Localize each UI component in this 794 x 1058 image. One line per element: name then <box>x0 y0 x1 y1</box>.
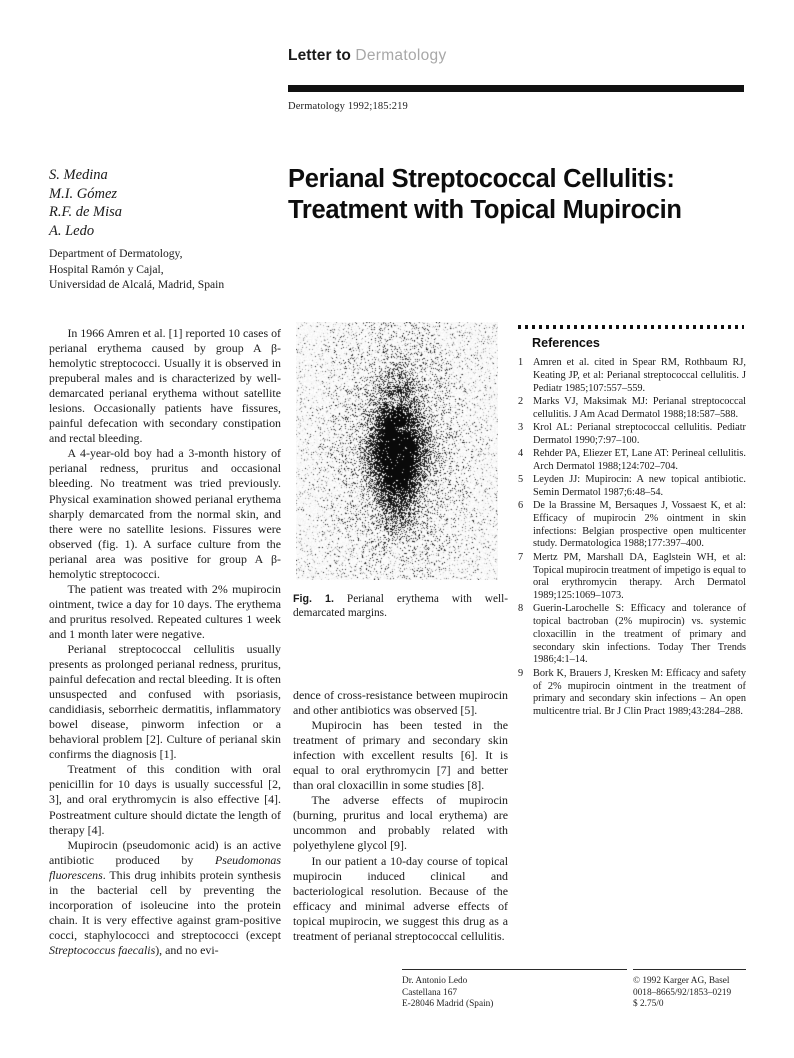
body-paragraph: Mupirocin (pseudomonic acid) is an active antibiotic produced by Pseudomonas fluorescens. This drug inhibits protein synthesis in the bacterial cell by preventing the incorporation of isoleucine into the protein chain. It is very effective against gram-positive cocci, staphylococci and streptococci (except Streptococcus faecalis), and no evi- <box>49 837 281 957</box>
footer-rule-right <box>633 969 746 970</box>
references-heading: References <box>532 336 600 350</box>
reference-text: Amren et al. cited in Spear RM, Rothbaum RJ, Keating JP, et al: Perianal streptococcal cellulitis. J Pediatr 1985;107:557–559. <box>533 357 746 394</box>
reference-number: 7 <box>518 551 524 563</box>
clinical-photograph <box>296 322 498 580</box>
correspondence-line: Dr. Antonio Ledo <box>402 976 468 986</box>
copyright-block <box>633 976 753 1011</box>
author-list <box>49 166 274 240</box>
reference-item <box>518 552 746 603</box>
reference-number: 3 <box>518 421 524 433</box>
masthead-journal-name: Dermatology <box>355 47 447 64</box>
reference-item <box>518 474 746 500</box>
reference-text: Bork K, Brauers J, Kresken M: Efficacy and safety of 2% mupirocin ointment in the treatment of primary and secondary skin infections – An open multicentre trial. Br J Clin Pract 1989;43:284–288. <box>533 667 746 717</box>
price-line: $ 2.75/0 <box>633 999 664 1010</box>
reference-item <box>518 422 746 448</box>
body-column-middle <box>293 688 508 944</box>
reference-item <box>518 396 746 422</box>
correspondence-line: Castellana 167 <box>402 987 457 998</box>
reference-text: Guerin-Larochelle S: Efficacy and tolerance of topical bactroban (2% mupirocin) vs. systemic cloxacillin in the treatment of primary and secondary skin infections. Today Ther Trends 1986;4:1–14. <box>533 603 746 666</box>
reference-text: Rehder PA, Eliezer ET, Lane AT: Perineal cellulitis. Arch Dermatol 1988;124:702–704. <box>533 448 746 472</box>
affiliation-line: Hospital Ramón y Cajal, <box>49 262 164 276</box>
body-paragraph: Perianal streptococcal cellulitis usually presents as prolonged perianal redness, pruritus, painful defecation and rectal bleeding. It is often unsuspected and confused with psoriasis, candidiasis, seborrheic dermatitis, inflammatory bowel disease, pinworm infection or a behavioral problem [2]. Culture of perianal skin confirms the diagnosis [1]. <box>49 641 281 762</box>
body-paragraph: The adverse effects of mupirocin (burning, pruritus and local erythema) are uncommon and probably related with polyethylene glycol [9]. <box>293 793 508 853</box>
reference-item <box>518 448 746 474</box>
body-paragraph: In our patient a 10-day course of topical mupirocin induced clinical and bacteriological resolution. Because of the efficacy and minimal adverse effects of topical mupirocin, we suggest this drug as a treatment of perianal streptococcal cellulitis. <box>293 853 508 943</box>
footer-rule-left <box>402 969 627 970</box>
reference-text: Leyden JJ: Mupirocin: A new topical antibiotic. Semin Dermatol 1987;6:48–54. <box>533 474 746 498</box>
article-title-line-1: Perianal Streptococcal Cellulitis: <box>288 165 675 193</box>
figure-caption-text: Perianal erythema with well-demarcated margins. <box>293 593 508 620</box>
reference-item <box>518 500 746 551</box>
reference-number: 5 <box>518 474 524 486</box>
correspondence-line: E-28046 Madrid (Spain) <box>402 999 494 1010</box>
figure-label: Fig. 1. <box>293 593 334 605</box>
article-title <box>288 164 750 226</box>
body-paragraph: dence of cross-resistance between mupirocin and other antibiotics was observed [5]. <box>293 688 508 718</box>
affiliation-block <box>49 246 284 293</box>
reference-text: Krol AL: Perianal streptococcal cellulitis. Pediatr Dermatol 1990;7:97–100. <box>533 421 746 446</box>
masthead <box>288 47 744 69</box>
reference-item <box>518 357 746 395</box>
reference-number: 1 <box>518 357 524 368</box>
body-paragraph: Treatment of this condition with oral penicillin for 10 days is usually successful [2, 3], and oral erythromycin is also effective [4]. Postreatment culture should dictate the length of therapy [4]. <box>49 762 281 837</box>
header-black-rule <box>288 85 744 92</box>
references-dotted-rule <box>518 325 744 329</box>
body-column-left <box>49 326 281 958</box>
correspondence-block <box>402 976 627 1011</box>
author-name: R.F. de Misa <box>49 204 123 220</box>
issn-line: 0018–8665/92/1853–0219 <box>633 987 732 998</box>
body-paragraph: The patient was treated with 2% mupirocin ointment, twice a day for 10 days. The erythema and pruritus resolved. Repeated cultures 1 week and 1 month later were negative. <box>49 581 281 641</box>
reference-number: 4 <box>518 448 524 460</box>
reference-number: 2 <box>518 395 524 407</box>
author-name: A. Ledo <box>49 222 95 239</box>
reference-number: 6 <box>518 500 524 512</box>
masthead-letter-to: Letter to <box>288 47 351 64</box>
affiliation-line: Universidad de Alcalá, Madrid, Spain <box>49 278 225 292</box>
journal-citation: Dermatology 1992;185:219 <box>288 101 408 112</box>
body-paragraph: In 1966 Amren et al. [1] reported 10 cases of perianal erythema caused by group A β-hemolytic streptococci. Usually it is observed in prepuberal males and is characterized by well-demarcated perianal erythema without satellite lesions. Occasionally patients have fissures, painful defecation with secondary constipation and rectal bleeding. <box>49 326 281 446</box>
figure-1-caption <box>293 592 508 621</box>
reference-text: De la Brassine M, Bersaques J, Vossaest K, et al: Efficacy of mupirocin 2% ointment in skin infections: Belgian prospective open multicenter study. Dermatologica 1988;177:397–400. <box>533 500 746 550</box>
author-name: S. Medina <box>49 167 108 183</box>
reference-text: Marks VJ, Maksimak MJ: Perianal streptococcal cellulitis. J Am Acad Dermatol 1988;18:587–588. <box>533 395 746 420</box>
reference-number: 9 <box>518 667 524 679</box>
body-paragraph: A 4-year-old boy had a 3-month history of perianal redness, pruritus and occasional bleeding. No treatment was tried previously. Physical examination showed perianal erythema sharply demarcated from the normal skin, and there were no satellite lesions. Fissures were observed (fig. 1). A surface culture from the perianal area was positive for group A β-hemolytic streptococci. <box>49 446 281 581</box>
copyright-line: © 1992 Karger AG, Basel <box>633 976 730 986</box>
affiliation-line: Department of Dermatology, <box>49 247 183 260</box>
reference-item <box>518 603 746 667</box>
article-title-line-2: Treatment with Topical Mupirocin <box>288 196 682 224</box>
references-list <box>518 357 746 719</box>
reference-text: Mertz PM, Marshall DA, Eaglstein WH, et al: Topical mupirocin treatment of impetigo is equal to oral erythromycin therapy. Arch Dermatol 1989;125:1069–1073. <box>533 551 746 602</box>
reference-item <box>518 668 746 719</box>
figure-1-image <box>296 322 498 580</box>
body-paragraph: Mupirocin has been tested in the treatment of primary and secondary skin infection with excellent results [6]. It is equal to oral erythromycin [7] and better than oral cloxacillin in some studies [8]. <box>293 718 508 793</box>
author-name: M.I. Gómez <box>49 185 118 202</box>
reference-number: 8 <box>518 603 524 615</box>
